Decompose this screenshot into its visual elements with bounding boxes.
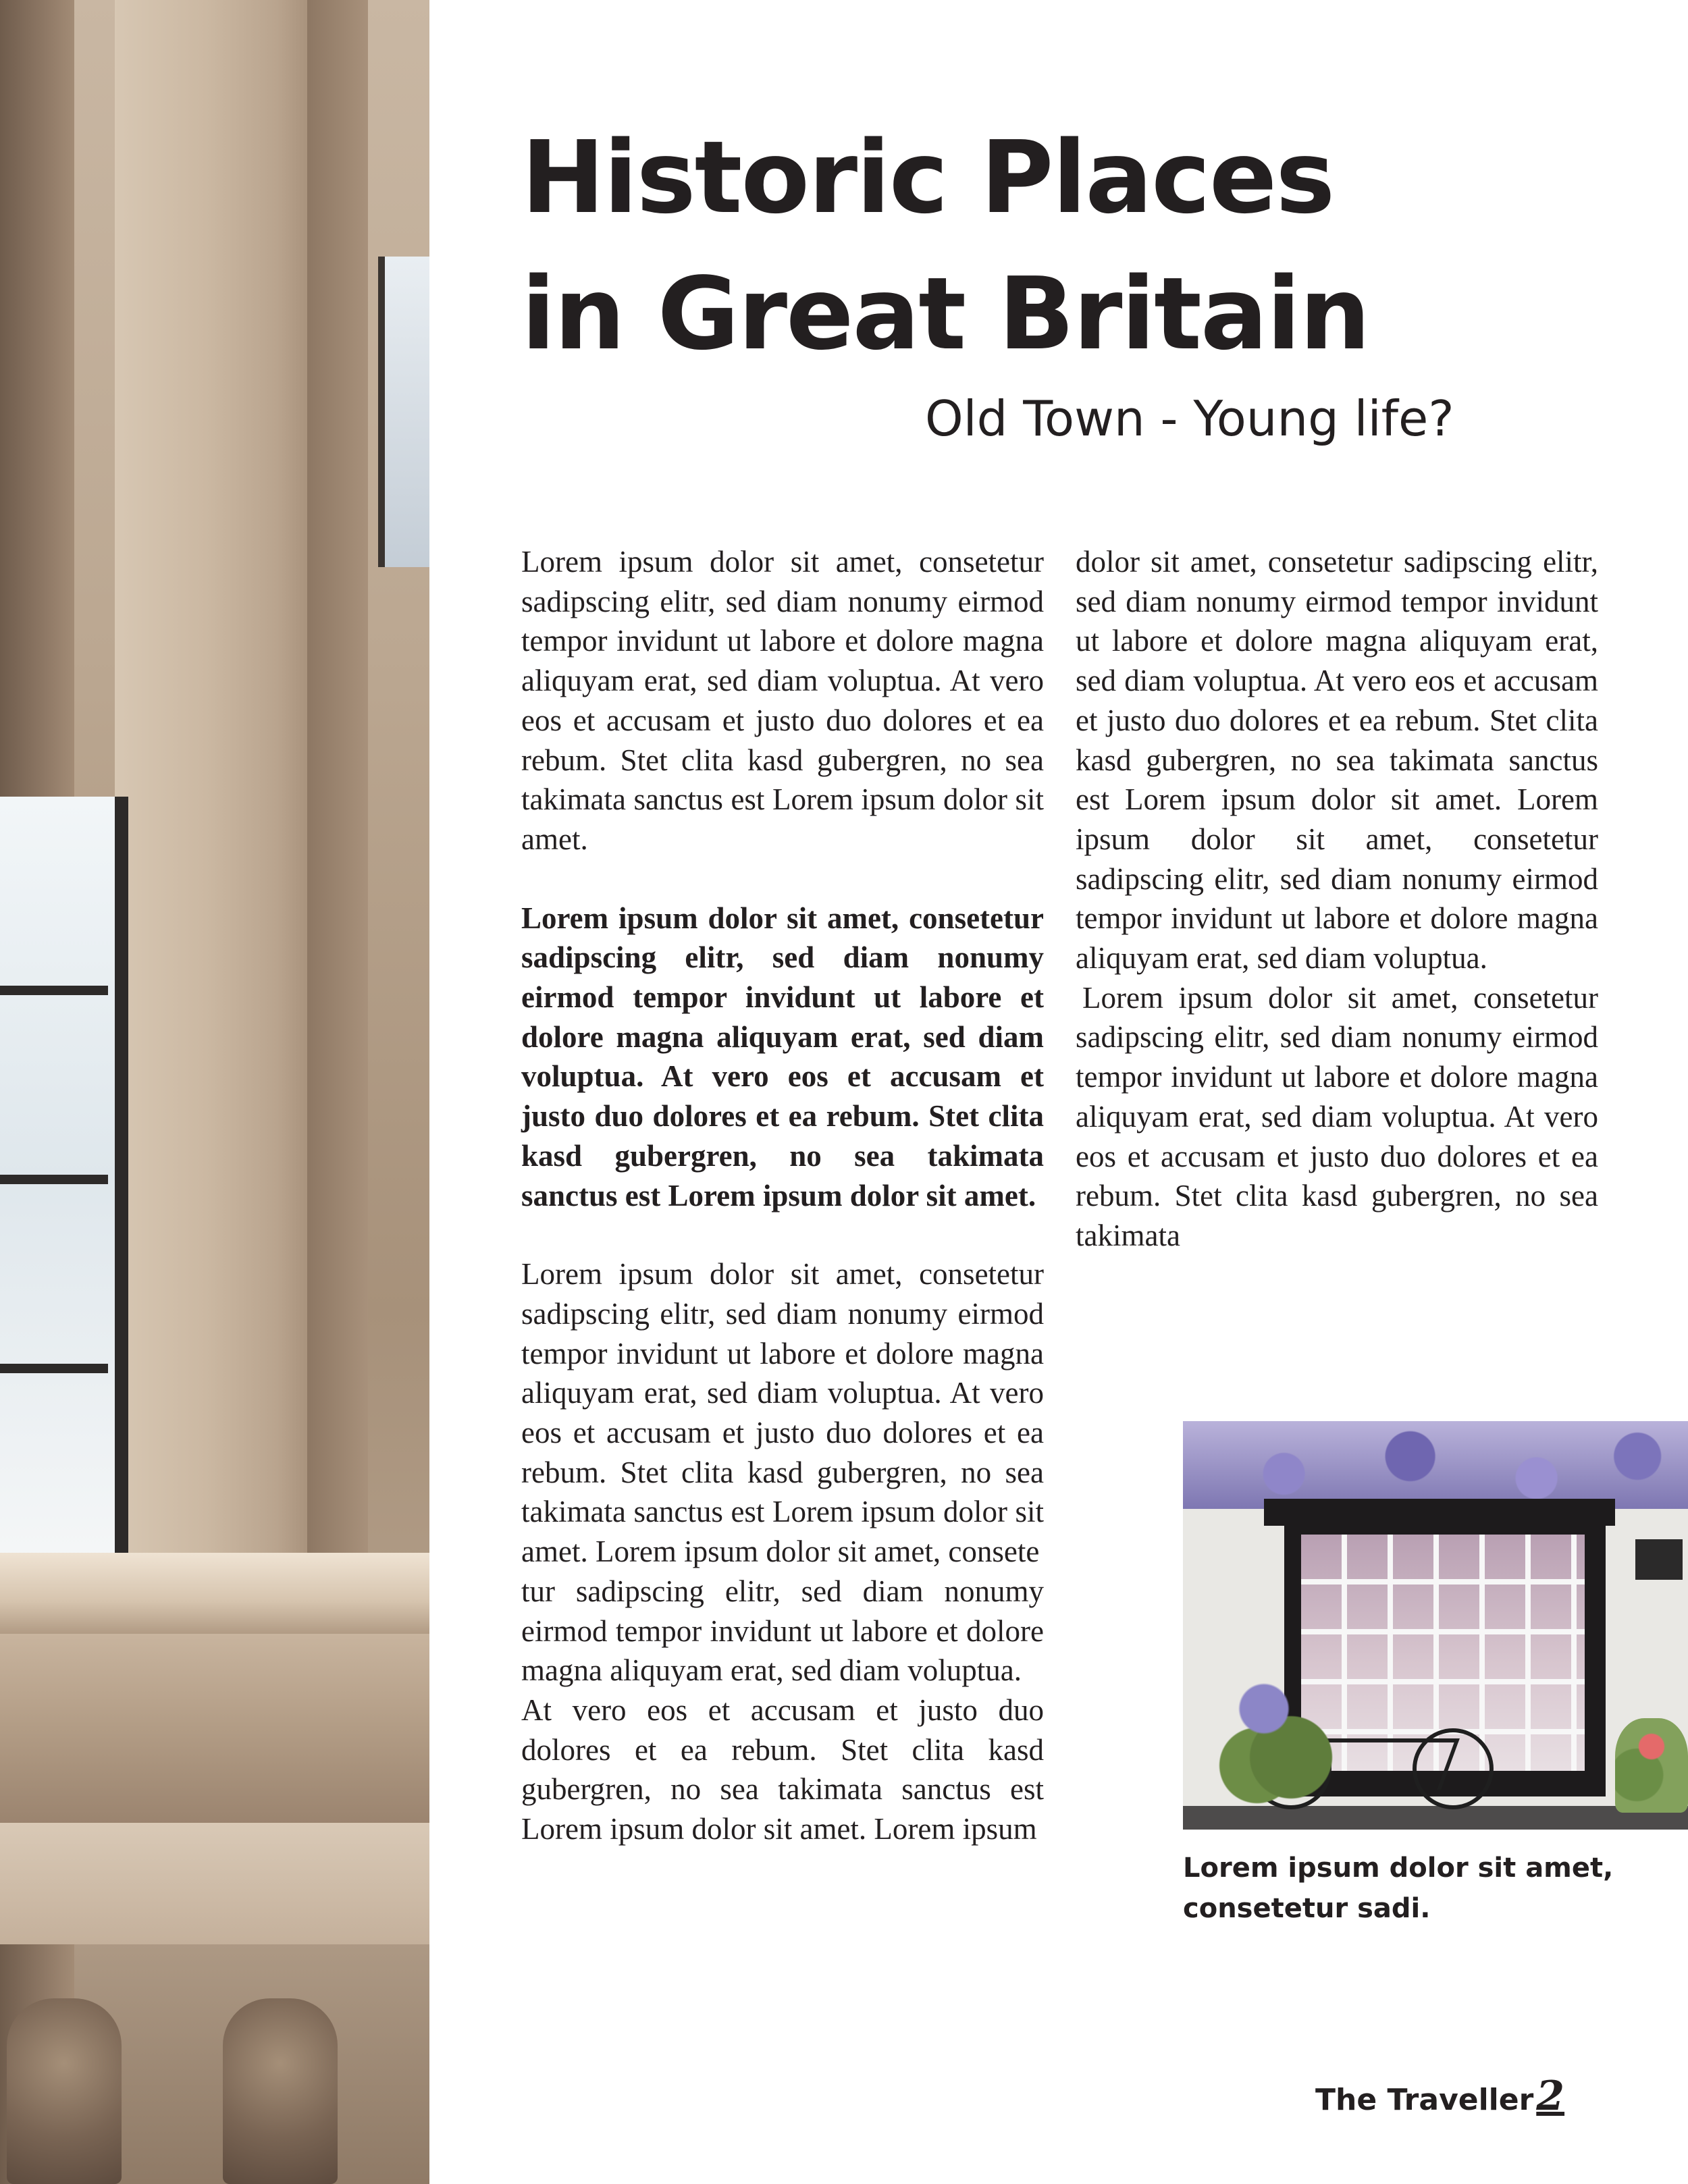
window-bar	[0, 1175, 108, 1184]
body-paragraph: At vero eos et accusam et justo duo dolores et ea rebum. Stet clita kasd gubergren, no sea takimata sanctus est Lorem ipsum dolor sit amet. Lorem ipsum	[521, 1693, 1044, 1846]
page-footer	[1315, 2073, 1565, 2121]
stone-carving	[223, 1998, 338, 2184]
window-bar	[0, 1364, 108, 1373]
title-line: in Great Britain	[521, 256, 1369, 372]
potted-plant	[1615, 1718, 1688, 1813]
magazine-name: The Traveller	[1315, 2083, 1534, 2117]
stone-pillar	[115, 0, 317, 1654]
house-sign	[1635, 1539, 1683, 1580]
window-bicycle-photo	[1183, 1421, 1688, 1830]
title-line: Historic Places	[521, 119, 1334, 236]
body-paragraph: Lorem ipsum dolor sit amet, consetetur sadipscing elitr, sed diam nonumy eirmod tempor invidunt ut labore et dolore magna aliquyam erat, sed diam voluptua. At vero eos et accusam et justo duo dolores et ea rebum. Stet clita kasd gubergren, no sea takimata sanctus est Lorem ipsum dolor sit amet. Lorem ipsum dolor sit amet, consete	[521, 1257, 1044, 1569]
page-number: 2	[1536, 2073, 1565, 2120]
flower-basket	[1210, 1644, 1345, 1806]
page-title	[521, 109, 1369, 382]
pillar-edge	[307, 0, 368, 1654]
caption-line: consetetur sadi.	[1183, 1893, 1431, 1924]
stone-cornice	[0, 1823, 429, 1944]
window-bar	[0, 986, 108, 995]
body-paragraph: dolor sit amet, consetetur sadipscing elitr, sed diam nonumy eirmod tempor invidunt ut labore et dolore magna aliquyam erat, sed diam voluptua. At vero eos et accusam et justo duo dolores et ea rebum. Stet clita kasd gubergren, no sea takimata sanctus est Lorem ipsum dolor sit amet. Lorem ipsum dolor sit amet, consetetur sadipscing elitr, sed diam nonumy eirmod tempor invidunt ut labore et dolore magna aliquyam erat, sed diam voluptua.	[1076, 545, 1598, 976]
caption-line: Lorem ipsum dolor sit amet,	[1183, 1853, 1614, 1884]
body-paragraph: tur sadipscing elitr, sed diam nonumy eirmod tempor invidunt ut labore et dolore magna aliquyam erat, sed diam voluptua.	[521, 1574, 1044, 1688]
upper-window	[378, 257, 429, 567]
page-subtitle: Old Town - Young life?	[925, 390, 1454, 447]
stone-ledge	[0, 1634, 429, 1823]
body-paragraph: Lorem ipsum dolor sit amet, consetetur sadipscing elitr, sed diam nonumy eirmod tempor invidunt ut labore et dolore magna aliquyam erat, sed diam voluptua. At vero eos et accusam et justo duo dolores et ea rebum. Stet clita kasd gubergren, no sea takimata sanctus est Lorem ipsum dolor sit amet.	[521, 545, 1044, 856]
flower-boxes	[1183, 1421, 1688, 1509]
window-sill	[0, 1553, 429, 1634]
bold-paragraph: Lorem ipsum dolor sit amet, consetetur sadipscing elitr, sed diam nonumy eirmod tempor invidunt ut labore et dolore magna aliquyam erat, sed diam voluptua. At vero eos et accusam et justo duo dolores et ea rebum. Stet clita kasd gubergren, no sea takimata sanctus est Lorem ipsum dolor sit amet.	[521, 901, 1044, 1213]
stone-carving	[7, 1998, 122, 2184]
window-beam	[1264, 1499, 1615, 1526]
text-column-left	[521, 542, 1044, 1849]
stone-facade-photo	[0, 0, 429, 2184]
text-column-right	[1076, 542, 1598, 1256]
body-paragraph: Lorem ipsum dolor sit amet, consetetur sadipscing elitr, sed diam nonumy eirmod tempor invidunt ut labore et dolore magna aliquyam erat, sed diam voluptua. At vero eos et accusam et justo duo dolores et ea rebum. Stet clita kasd gubergren, no sea takimata	[1076, 980, 1598, 1252]
photo-caption	[1183, 1848, 1613, 1929]
ground	[1183, 1806, 1688, 1830]
